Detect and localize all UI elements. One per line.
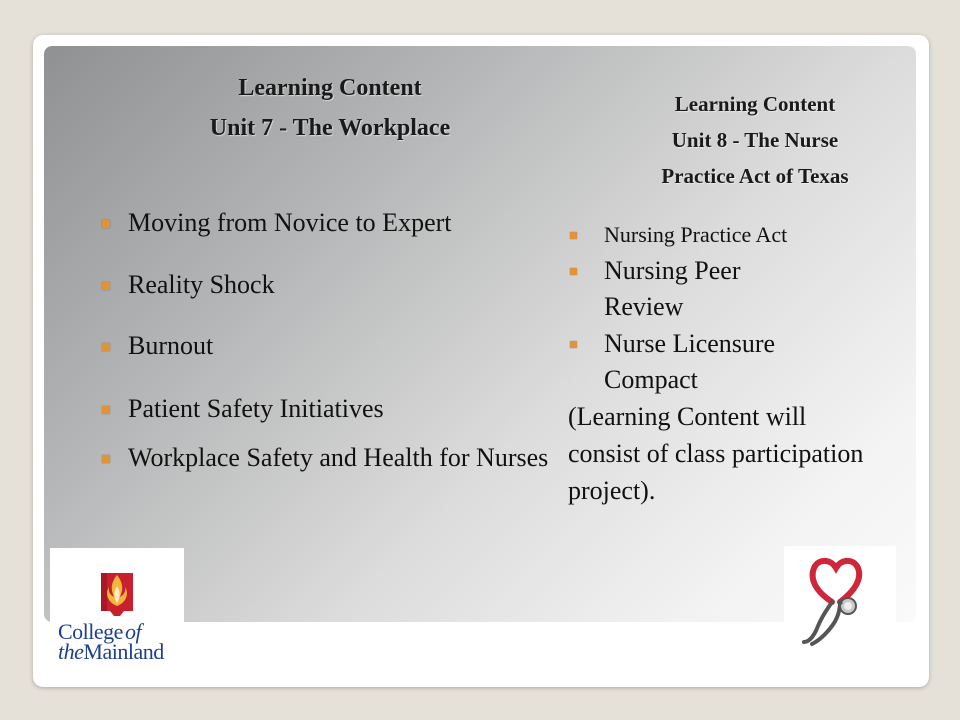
square-bullet-icon xyxy=(102,343,110,351)
list-item xyxy=(100,204,560,241)
list-item-text: Nursing Practice Act xyxy=(604,222,788,247)
heart-stethoscope-icon xyxy=(784,546,896,654)
list-item-text: Nurse Licensure Compact xyxy=(604,329,776,394)
list-item xyxy=(568,253,804,325)
college-of-the-mainland-logo xyxy=(50,548,184,666)
college-the-word: the xyxy=(58,639,84,664)
list-item xyxy=(100,327,560,364)
square-bullet-icon xyxy=(102,220,110,228)
square-bullet-icon xyxy=(570,341,577,348)
left-heading xyxy=(140,68,520,148)
square-bullet-icon xyxy=(570,268,577,275)
square-bullet-icon xyxy=(570,232,577,239)
college-of-word: of xyxy=(124,619,142,644)
right-heading-line1: Learning Content xyxy=(674,92,836,116)
list-item xyxy=(568,326,854,398)
college-name-word: College xyxy=(58,619,123,644)
list-item xyxy=(100,390,560,427)
right-heading xyxy=(580,86,930,194)
college-mainland-word: Mainland xyxy=(83,639,164,664)
square-bullet-icon xyxy=(102,406,110,414)
square-bullet-icon xyxy=(102,455,110,463)
square-bullet-icon xyxy=(102,282,110,290)
list-item-text: Moving from Novice to Expert xyxy=(128,208,452,237)
list-item xyxy=(568,218,894,252)
list-item-text: Workplace Safety and Health for Nurses xyxy=(128,443,549,472)
list-item-text: Reality Shock xyxy=(128,270,275,299)
list-item xyxy=(100,439,560,476)
list-item-text: Patient Safety Initiatives xyxy=(128,394,384,423)
learning-content-note: (Learning Content will consist of class participation project). xyxy=(568,402,864,505)
right-heading-line2: Unit 8 - The Nurse xyxy=(671,128,839,152)
left-heading-line1: Learning Content xyxy=(238,75,422,101)
list-item-text: Burnout xyxy=(128,331,214,360)
right-heading-line3: Practice Act of Texas xyxy=(661,164,849,188)
list-item-text: Nursing Peer Review xyxy=(604,256,741,321)
left-heading-line2: Unit 7 - The Workplace xyxy=(209,115,451,141)
list-item xyxy=(100,266,560,303)
heart-stethoscope-logo xyxy=(784,546,896,654)
